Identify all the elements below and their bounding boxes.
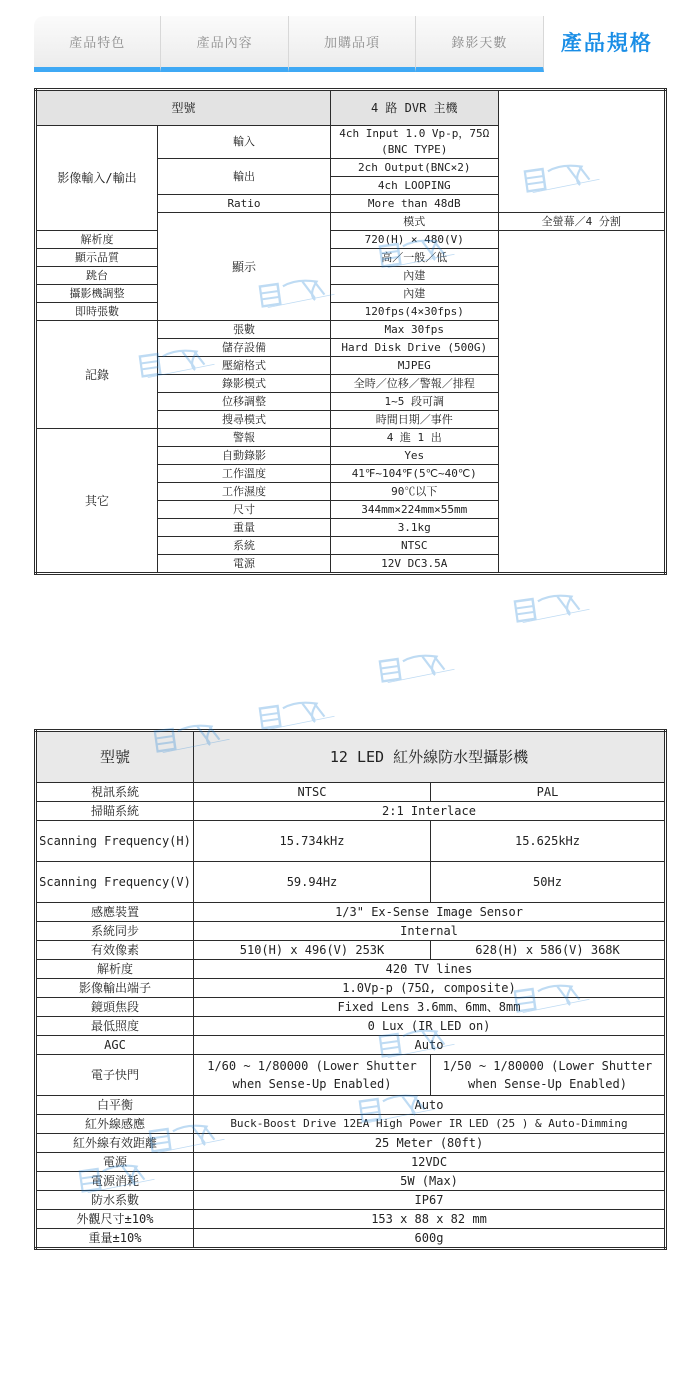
spec-item: 張數 xyxy=(158,321,331,339)
spec-label: 紅外線感應 xyxy=(36,1115,194,1134)
table-row xyxy=(36,1134,666,1153)
spec-value: 1~5 段可調 xyxy=(331,393,498,411)
spec-value: 4ch Input 1.0 Vp-p，75Ω (BNC TYPE) xyxy=(331,126,498,159)
table-row xyxy=(36,862,666,903)
spec-ntsc: 15.734kHz xyxy=(194,821,431,862)
spec-label: 白平衡 xyxy=(36,1096,194,1115)
dvr-spec-table xyxy=(34,88,667,575)
spec-item: 電源 xyxy=(158,555,331,574)
spec-value: 4 進 1 出 xyxy=(331,429,498,447)
spec-item: 顯示品質 xyxy=(36,249,158,267)
table-row xyxy=(36,1229,666,1249)
table-row xyxy=(36,960,666,979)
spec-item: 跳台 xyxy=(36,267,158,285)
spec-pal: 15.625kHz xyxy=(431,821,666,862)
spec-label: 鏡頭焦段 xyxy=(36,998,194,1017)
spec-label: AGC xyxy=(36,1036,194,1055)
spec-value: Yes xyxy=(331,447,498,465)
table-row xyxy=(36,1191,666,1210)
table-row xyxy=(36,126,666,159)
table-row xyxy=(36,1055,666,1096)
spec-value: 600g xyxy=(194,1229,666,1249)
spec-value: 90℃以下 xyxy=(331,483,498,501)
table-row xyxy=(36,1153,666,1172)
group-recording: 記錄 xyxy=(36,321,158,429)
table-row xyxy=(36,429,666,447)
spec-value: 5W (Max) xyxy=(194,1172,666,1191)
spec-pal: 50Hz xyxy=(431,862,666,903)
spec-pal: PAL xyxy=(431,783,666,802)
spec-label: 感應裝置 xyxy=(36,903,194,922)
spec-item: 工作濕度 xyxy=(158,483,331,501)
tab-bar xyxy=(34,16,670,72)
spec-label: 重量±10% xyxy=(36,1229,194,1249)
spec-value: Hard Disk Drive (500G) xyxy=(331,339,498,357)
spec-label: 電子快門 xyxy=(36,1055,194,1096)
tab-contents[interactable]: 產品內容 xyxy=(161,16,288,72)
group-io: 影像輸入/輸出 xyxy=(36,126,158,231)
spec-label: Scanning Frequency(V) xyxy=(36,862,194,903)
spec-value: IP67 xyxy=(194,1191,666,1210)
spec-value: Buck-Boost Drive 12EA High Power IR LED (25 ) & Auto-Dimming xyxy=(194,1115,666,1134)
spec-ntsc: NTSC xyxy=(194,783,431,802)
tab-specifications[interactable]: 產品規格 xyxy=(544,16,670,72)
header-model: 型號 xyxy=(36,90,331,126)
spec-value: 344mm×224mm×55mm xyxy=(331,501,498,519)
table-row xyxy=(36,1096,666,1115)
spec-value: 內建 xyxy=(331,267,498,285)
table-row xyxy=(36,1017,666,1036)
spec-item: 警報 xyxy=(158,429,331,447)
spec-value: NTSC xyxy=(331,537,498,555)
spec-ntsc: 1/60 ~ 1/80000 (Lower Shutter when Sense-Up Enabled) xyxy=(194,1055,431,1096)
spec-item: 解析度 xyxy=(36,231,158,249)
table-row xyxy=(36,285,666,303)
spec-label: 視訊系統 xyxy=(36,783,194,802)
spec-value: 高／一般／低 xyxy=(331,249,498,267)
spec-label: 電源消耗 xyxy=(36,1172,194,1191)
spec-label: 電源 xyxy=(36,1153,194,1172)
spec-value: 25 Meter (80ft) xyxy=(194,1134,666,1153)
spec-value: 720(H) × 480(V) xyxy=(331,231,498,249)
spec-value: 全螢幕／4 分割 xyxy=(498,213,666,231)
group-display: 顯示 xyxy=(158,213,331,321)
watermark-logo xyxy=(378,648,461,689)
spec-item: 重量 xyxy=(158,519,331,537)
spec-label: 外觀尺寸±10% xyxy=(36,1210,194,1229)
spec-value: More than 48dB xyxy=(331,195,498,213)
table-row xyxy=(36,979,666,998)
tab-addons[interactable]: 加購品項 xyxy=(289,16,416,72)
spec-item: 工作溫度 xyxy=(158,465,331,483)
spec-label: Scanning Frequency(H) xyxy=(36,821,194,862)
spec-label: 影像輸出端子 xyxy=(36,979,194,998)
header-product: 4 路 DVR 主機 xyxy=(331,90,498,126)
spec-value: 1/3" Ex-Sense Image Sensor xyxy=(194,903,666,922)
spec-item: 儲存設備 xyxy=(158,339,331,357)
tab-record-days[interactable]: 錄影天數 xyxy=(416,16,543,72)
spec-item: 尺寸 xyxy=(158,501,331,519)
spec-label: 紅外線有效距離 xyxy=(36,1134,194,1153)
tab-features[interactable]: 產品特色 xyxy=(34,16,161,72)
spec-item: 輸入 xyxy=(158,126,331,159)
table-row xyxy=(36,922,666,941)
table-row xyxy=(36,783,666,802)
spec-value: 420 TV lines xyxy=(194,960,666,979)
spec-label: 掃瞄系統 xyxy=(36,802,194,821)
spec-value: 120fps(4×30fps) xyxy=(331,303,498,321)
spec-item: 系統 xyxy=(158,537,331,555)
table-row xyxy=(36,1172,666,1191)
table-row xyxy=(36,1210,666,1229)
spec-value: Internal xyxy=(194,922,666,941)
table-row xyxy=(36,941,666,960)
spec-item: 搜尋模式 xyxy=(158,411,331,429)
spec-item: 錄影模式 xyxy=(158,375,331,393)
spec-value: 1.0Vp-p (75Ω, composite) xyxy=(194,979,666,998)
spec-value: 4ch LOOPING xyxy=(331,177,498,195)
spec-label: 最低照度 xyxy=(36,1017,194,1036)
spec-label: 防水系數 xyxy=(36,1191,194,1210)
spec-value: 全時／位移／警報／排程 xyxy=(331,375,498,393)
spec-value: Auto xyxy=(194,1096,666,1115)
spec-value: 內建 xyxy=(331,285,498,303)
spec-value: Fixed Lens 3.6mm、6mm、8mm xyxy=(194,998,666,1017)
spec-value: 2:1 Interlace xyxy=(194,802,666,821)
spec-item: 攝影機調整 xyxy=(36,285,158,303)
spec-value: 0 Lux (IR LED on) xyxy=(194,1017,666,1036)
group-other: 其它 xyxy=(36,429,158,574)
spec-pal: 628(H) x 586(V) 368K xyxy=(431,941,666,960)
spec-value: 12VDC xyxy=(194,1153,666,1172)
spec-value: 時間日期／事件 xyxy=(331,411,498,429)
spec-item: 自動錄影 xyxy=(158,447,331,465)
spec-label: 有效像素 xyxy=(36,941,194,960)
table-row xyxy=(36,303,666,321)
watermark-logo xyxy=(513,588,596,629)
spec-value: 153 x 88 x 82 mm xyxy=(194,1210,666,1229)
table-row xyxy=(36,249,666,267)
table-row xyxy=(36,1115,666,1134)
spec-item: 模式 xyxy=(331,213,498,231)
spec-ntsc: 59.94Hz xyxy=(194,862,431,903)
table-row xyxy=(36,1036,666,1055)
spec-value: Max 30fps xyxy=(331,321,498,339)
spec-value: MJPEG xyxy=(331,357,498,375)
header-product: 12 LED 紅外線防水型攝影機 xyxy=(194,731,666,783)
table-row xyxy=(36,231,666,249)
spec-value: 2ch Output(BNC×2) xyxy=(331,159,498,177)
spec-item: 輸出 xyxy=(158,159,331,195)
header-model: 型號 xyxy=(36,731,194,783)
spec-item: 壓縮格式 xyxy=(158,357,331,375)
spec-label: 解析度 xyxy=(36,960,194,979)
spec-pal: 1/50 ~ 1/80000 (Lower Shutter when Sense-Up Enabled) xyxy=(431,1055,666,1096)
table-row xyxy=(36,821,666,862)
table-row xyxy=(36,321,666,339)
spec-value: 3.1kg xyxy=(331,519,498,537)
table-row xyxy=(36,998,666,1017)
spec-value: Auto xyxy=(194,1036,666,1055)
spec-ntsc: 510(H) x 496(V) 253K xyxy=(194,941,431,960)
table-row xyxy=(36,903,666,922)
table-row xyxy=(36,267,666,285)
table-row xyxy=(36,802,666,821)
spec-item: 位移調整 xyxy=(158,393,331,411)
spec-value: 12V DC3.5A xyxy=(331,555,498,574)
spec-item: 即時張數 xyxy=(36,303,158,321)
spec-label: 系統同步 xyxy=(36,922,194,941)
spec-item: Ratio xyxy=(158,195,331,213)
camera-spec-table xyxy=(34,729,667,1250)
spec-value: 41℉~104℉(5℃~40℃) xyxy=(331,465,498,483)
